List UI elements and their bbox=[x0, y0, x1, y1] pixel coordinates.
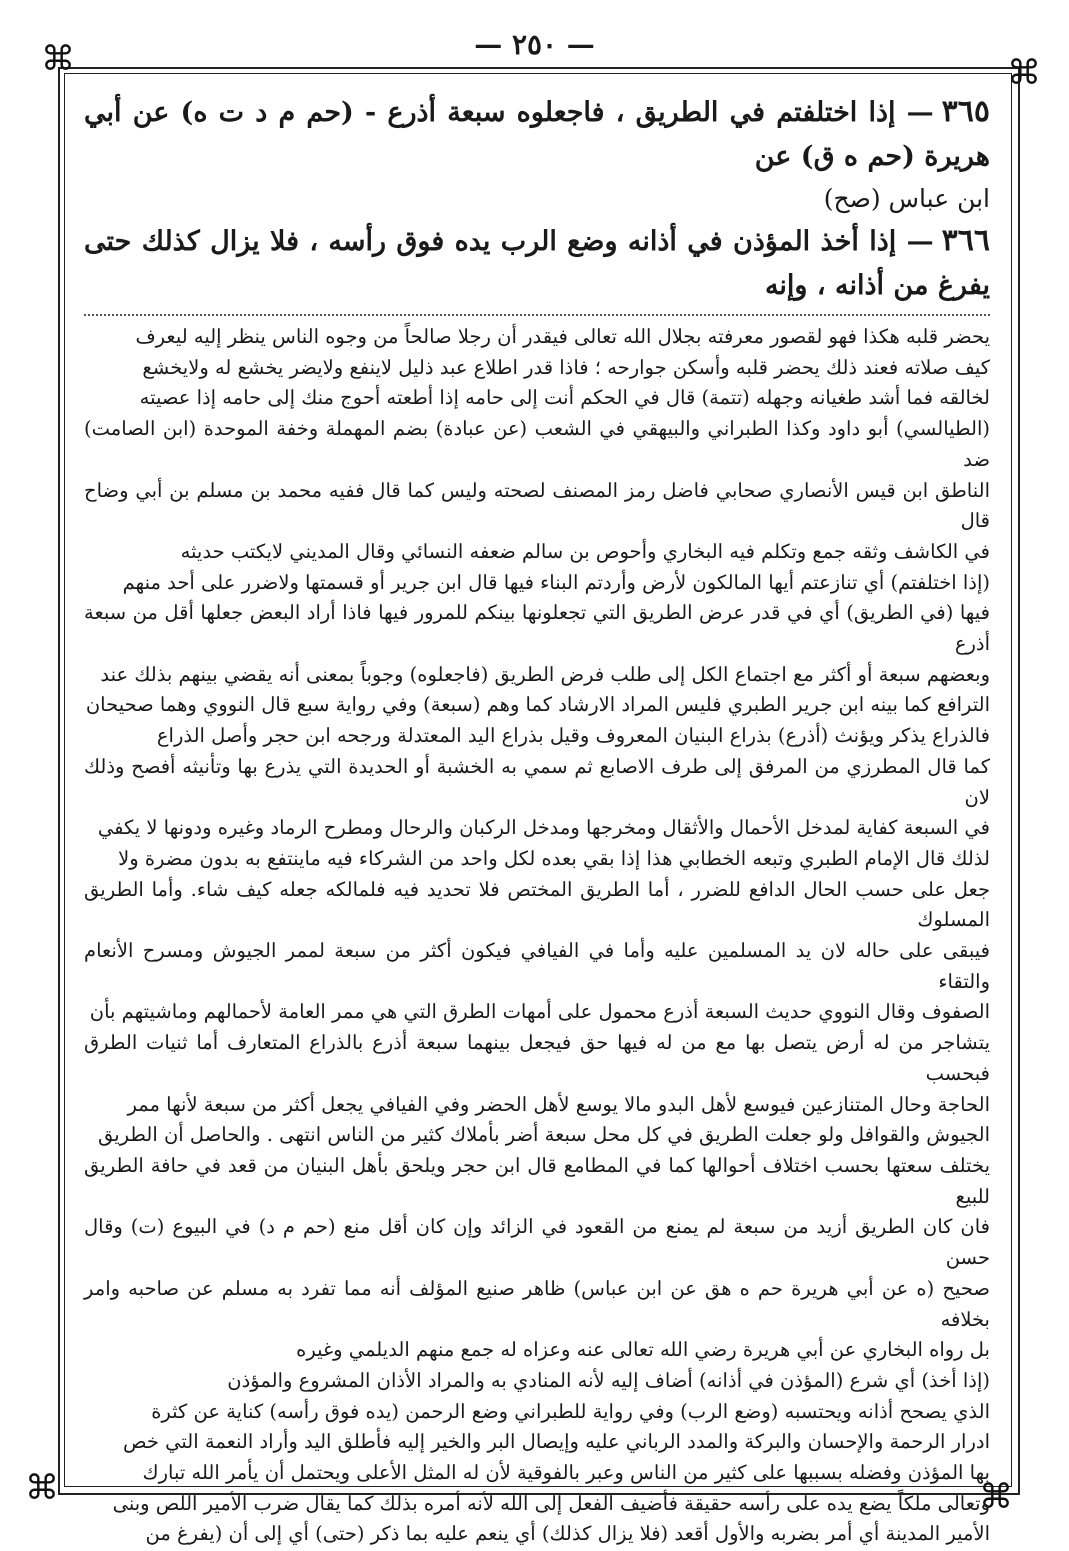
commentary-line: الترافع كما بينه ابن جرير الطبري فليس المراد الارشاد كما وهم (سبعة) وفي رواية سبع قال النووي وهما صحيحان bbox=[85, 693, 990, 717]
commentary-line: لخالقه فما أشد طغيانه وجهله (تتمة) قال في الحكم أنت إلى حامه إذا أطعته أحوج منك إلى حامه إذا عصيته bbox=[139, 386, 990, 410]
commentary-line: ادرار الرحمة والإحسان والبركة والمدد الرباني عليه وإيصال البر والخير إليه فأطلق اليد وأراد النعمة التي خص bbox=[123, 1430, 990, 1454]
commentary-line: (الطيالسي) أبو داود وكذا الطبراني والبيهقي في الشعب (عن عبادة) بضم المهملة وخفة الموحدة (ابن الصامت) ضد bbox=[84, 417, 990, 471]
commentary-line: في الكاشف وثقه جمع وتكلم فيه البخاري وأحوص بن سالم ضعفه النسائي وقال المديني لايكتب حديثه bbox=[180, 539, 990, 563]
commentary-line: فان كان الطريق أزيد من سبعة لم يمنع من القعود في الزائد وإن كان أقل منع (حم م د) في البيوع (ت) وقال حسن bbox=[84, 1215, 990, 1270]
commentary-line: الصفوف وقال النووي حديث السبعة أذرع محمول على أمهات الطرق التي هي ممر العامة لأحمالهم وماشيتهم بأن bbox=[89, 1000, 990, 1024]
commentary-line: كما قال المطرزي من المرفق إلى طرف الاصابع ثم سمي به الخشبة أو الحديدة التي يذرع بها وتأنيثه أفصح وذلك لان bbox=[84, 754, 990, 809]
commentary-line: الحاجة وحال المتنازعين فيوسع لأهل البدو مالا يوسع لأهل الحضر وفي الفيافي يجعل أكثر من سبعة لأنها ممر bbox=[127, 1092, 990, 1116]
hadith-source: ابن عباس (صح) bbox=[823, 184, 990, 213]
commentary-line: وتعالى ملكاً يضع يده على رأسه حقيقة فأضيف الفعل إلى الله لأنه أمره بذلك كما يقال ضرب الأمير اللص وبنى bbox=[112, 1491, 990, 1515]
hadith-number: ٣٦٥ bbox=[941, 94, 990, 129]
commentary-line: (إذا اختلفتم) أي تنازعتم أيها المالكون لأرض وأردتم البناء فيها قال ابن جرير أو قسمتها ولاضرر على أحد منهم bbox=[122, 570, 990, 594]
page-number: — ٢٥٠ — bbox=[474, 28, 595, 61]
commentary-line: (إذا أخذ) أي شرع (المؤذن في أذانه) أضاف إليه لأنه المنادي به والمراد الأذان المشروع والمؤذن bbox=[227, 1368, 990, 1392]
corner-ornament-icon: ⌘ bbox=[25, 1468, 59, 1508]
hadith-number: ٣٦٦ bbox=[941, 223, 990, 258]
commentary-line: صحيح (ه عن أبي هريرة حم ه هق عن ابن عباس) ظاهر صنيع المؤلف أنه مما تفرد به مسلم عن صاحبه وامر بخلافه bbox=[84, 1276, 990, 1331]
page-body bbox=[84, 90, 990, 1550]
commentary bbox=[84, 322, 990, 1550]
corner-ornament-icon: ⌘ bbox=[1007, 53, 1041, 93]
commentary-line: يتشاجر من له أرض يتصل بها مع من له فيها حق فيجعل بينهما سبعة أذرع بالذراع المتعارف أما ثنيات الطرق فبحسب bbox=[84, 1031, 990, 1085]
commentary-line: في السبعة كفاية لمدخل الأحمال والأثقال ومخرجها ومدخل الركبان والرحال ومطرح الرماد وغيره ودونها لا يكفي bbox=[97, 816, 990, 840]
hadith-entry bbox=[84, 90, 990, 179]
commentary-line: الأمير المدينة أي أمر بضربه والأول أقعد (فلا يزال كذلك) أي ينعم عليه بما ذكر (حتى) أي إلى أن (يفرغ من bbox=[145, 1522, 990, 1546]
commentary-line: وبعضهم سبعة أو أكثر مع اجتماع الكل إلى طلب فرض الطريق (فاجعلوه) وجوباً بمعنى أنه يقضي بينهم بذلك عند bbox=[100, 662, 990, 686]
corner-ornament-icon: ⌘ bbox=[41, 39, 75, 79]
commentary-line: جعل على حسب الحال الدافع للضرر ، أما الطريق المختص فلا تحديد فيه فلمالكه جعله كيف شاء. وأما الطريق المسلوك bbox=[84, 877, 990, 932]
hadith-text: — إذا اختلفتم في الطريق ، فاجعلوه سبعة أذرع - (حم م د ت ه) عن أبي هريرة (حم ه ق) عن bbox=[84, 97, 990, 172]
commentary-line: الذي يصحح أذانه ويحتسبه (وضع الرب) وفي رواية للطبراني وضع الرحمن (يده فوق رأسه) كناية عن كثرة bbox=[151, 1399, 990, 1423]
separator-rule bbox=[84, 314, 990, 316]
commentary-line: يحضر قلبه هكذا فهو لقصور معرفته بجلال الله تعالى فيقدر أن رجلا صالحاً من وجوه الناس ينظر إليه ليعرف bbox=[135, 325, 990, 348]
commentary-line: فيبقى على حاله لان يد المسلمين عليه وأما في الفيافي فيكون أكثر من سبعة لممر الجيوش ومسرح الأنعام والتقاء bbox=[84, 939, 990, 993]
commentary-line: بل رواه البخاري عن أبي هريرة رضي الله تعالى عنه وعزاه له جمع منهم الديلمي وغيره bbox=[296, 1338, 990, 1362]
commentary-line: فيها (في الطريق) أي في قدر عرض الطريق التي تجعلونها بينكم للمرور فيها فاذا أراد البعض جعلها أقل من سبعة أذرع bbox=[84, 601, 990, 656]
commentary-line: الجيوش والقوافل ولو جعلت الطريق في كل محل سبعة أضر بأملاك كثير من الناس انتهى . والحاصل أن الطريق bbox=[97, 1123, 990, 1147]
hadith-entry bbox=[84, 219, 990, 308]
commentary-line: لذلك قال الإمام الطبري وتبعه الخطابي هذا إذا بقي بعده لكل واحد من الشركاء فيه ماينتفع به بدون مضرة ولا bbox=[118, 846, 990, 870]
commentary-line: يختلف سعتها بحسب اختلاف أحوالها كما في المطامع قال ابن حجر ويلحق بأهل البنيان من قعد في حافة الطريق للبيع bbox=[84, 1153, 990, 1208]
commentary-line: كيف صلاته فعند ذلك يحضر قلبه وأسكن جوارحه ؛ فاذا قدر اطلاع عبد ذليل لاينفع ولايضر يخشع له ولايخشع bbox=[142, 355, 990, 379]
corner-ornament-icon: ⌘ bbox=[979, 1477, 1013, 1517]
commentary-line: الناطق ابن قيس الأنصاري صحابي فاضل رمز المصنف لصحته وليس كما قال ففيه محمد بن مسلم بن أبي وضاح قال bbox=[84, 478, 990, 533]
hadith-text: — إذا أخذ المؤذن في أذانه وضع الرب يده فوق رأسه ، فلا يزال كذلك حتى يفرغ من أذانه ، وإنه bbox=[84, 226, 990, 301]
commentary-line: فالذراع يذكر ويؤنث (أذرع) بذراع البنيان المعروف وقيل بذراع اليد المعتدلة ورجحه ابن حجر وأصل الذراع bbox=[156, 724, 990, 748]
commentary-line: بها المؤذن وفضله بسببها على كثير من الناس وعبر بالفوقية لأن له المثل الأعلى ويحتمل أن يأمر الله تبارك bbox=[142, 1461, 990, 1485]
